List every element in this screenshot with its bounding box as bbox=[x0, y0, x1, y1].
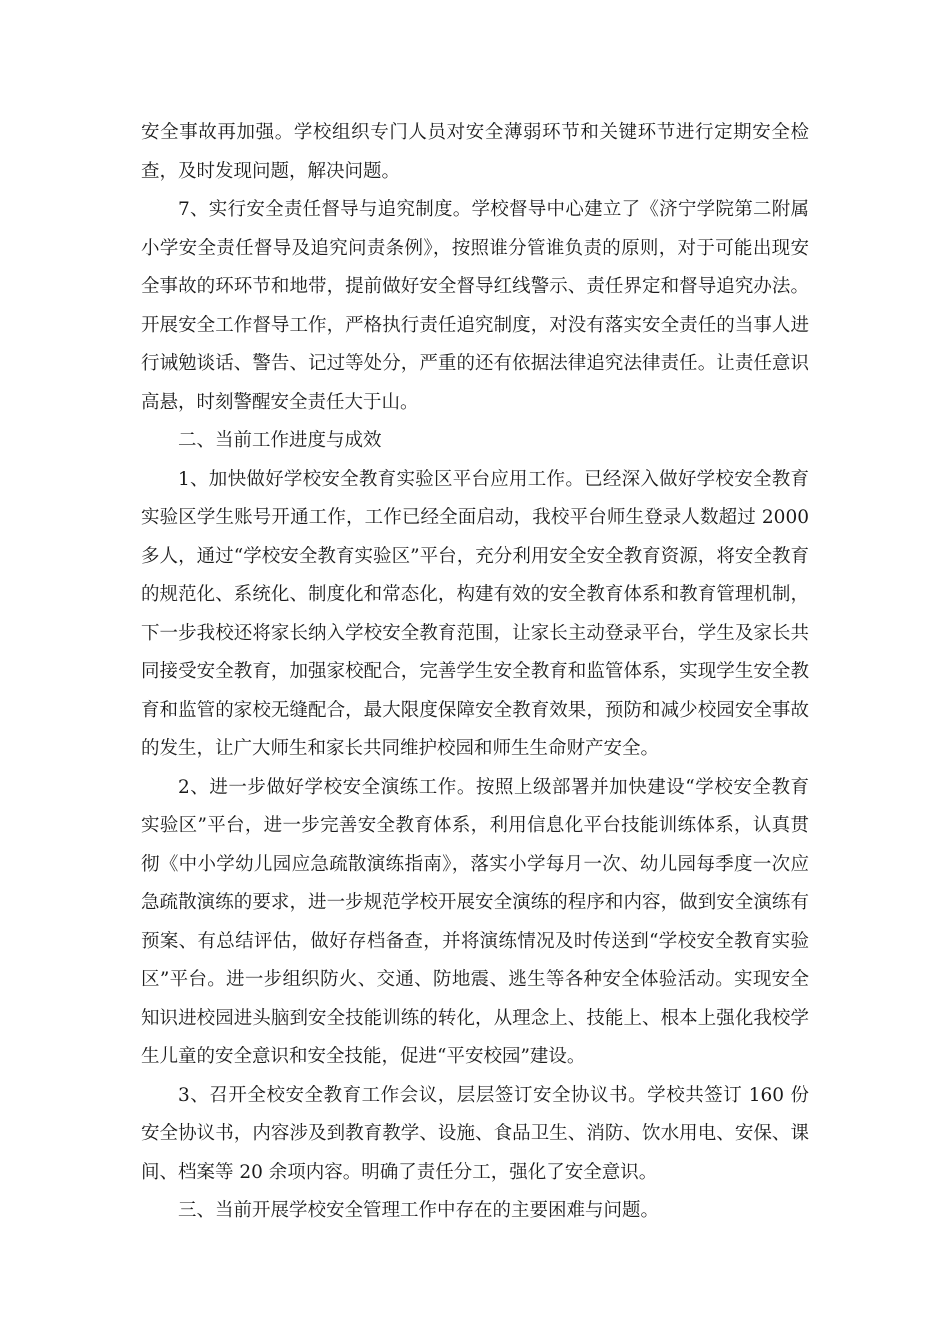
paragraph-progress-3: 3、召开全校安全教育工作会议，层层签订安全协议书。学校共签订 160 份安全协议书，内容涉及到教育教学、设施、食品卫生、消防、饮水用电、安保、课间、档案等 20 余项内容。明确了责任分工，强化了安全意识。 bbox=[141, 1084, 809, 1183]
paragraph-continuation: 安全事故再加强。学校组织专门人员对安全薄弱环节和关键环节进行定期安全检查，及时发现问题，解决问题。 bbox=[141, 122, 809, 182]
document-body bbox=[141, 114, 809, 1231]
section-heading-problems: 三、当前开展学校安全管理工作中存在的主要困难与问题。 bbox=[178, 1200, 660, 1221]
paragraph-progress-2: 2、进一步做好学校安全演练工作。按照上级部署并加快建设“学校安全教育实验区”平台，进一步完善安全教育体系，利用信息化平台技能训练体系，认真贯彻《中小学幼儿园应急疏散演练指南》，落实小学每月一次、幼儿园每季度一次应急疏散演练的要求，进一步规范学校开展安全演练的程序和内容，做到安全演练有预案、有总结评估，做好存档备查，并将演练情况及时传送到“学校安全教育实验区”平台。进一步组织防火、交通、防地震、逃生等各种安全体验活动。实现安全知识进校园进头脑到安全技能训练的转化，从理念上、技能上、根本上强化我校学生儿童的安全意识和安全技能，促进“平安校园”建设。 bbox=[141, 776, 809, 1067]
section-heading-progress: 二、当前工作进度与成效 bbox=[178, 430, 382, 451]
paragraph-item-7: 7、实行安全责任督导与追究制度。学校督导中心建立了《济宁学院第二附属小学安全责任督导及追究问责条例》，按照谁分管谁负责的原则，对于可能出现安全事故的环环节和地带，提前做好安全督导红线警示、责任界定和督导追究办法。开展安全工作督导工作，严格执行责任追究制度，对没有落实安全责任的当事人进行诫勉谈话、警告、记过等处分，严重的还有依据法律追究法律责任。让责任意识高悬，时刻警醒安全责任大于山。 bbox=[141, 199, 809, 413]
paragraph-progress-1: 1、加快做好学校安全教育实验区平台应用工作。已经深入做好学校安全教育实验区学生账号开通工作，工作已经全面启动，我校平台师生登录人数超过 2000 多人，通过“学校安全教育实验区”平台，充分利用安全安全教育资源，将安全教育的规范化、系统化、制度化和常态化，构建有效的安全教育体系和教育管理机制，下一步我校还将家长纳入学校安全教育范围，让家长主动登录平台，学生及家长共同接受安全教育，加强家校配合，完善学生安全教育和监管体系，实现学生安全教育和监管的家校无缝配合，最大限度保障安全教育效果，预防和减少校园安全事故的发生，让广大师生和家长共同维护校园和师生生命财产安全。 bbox=[141, 468, 809, 759]
